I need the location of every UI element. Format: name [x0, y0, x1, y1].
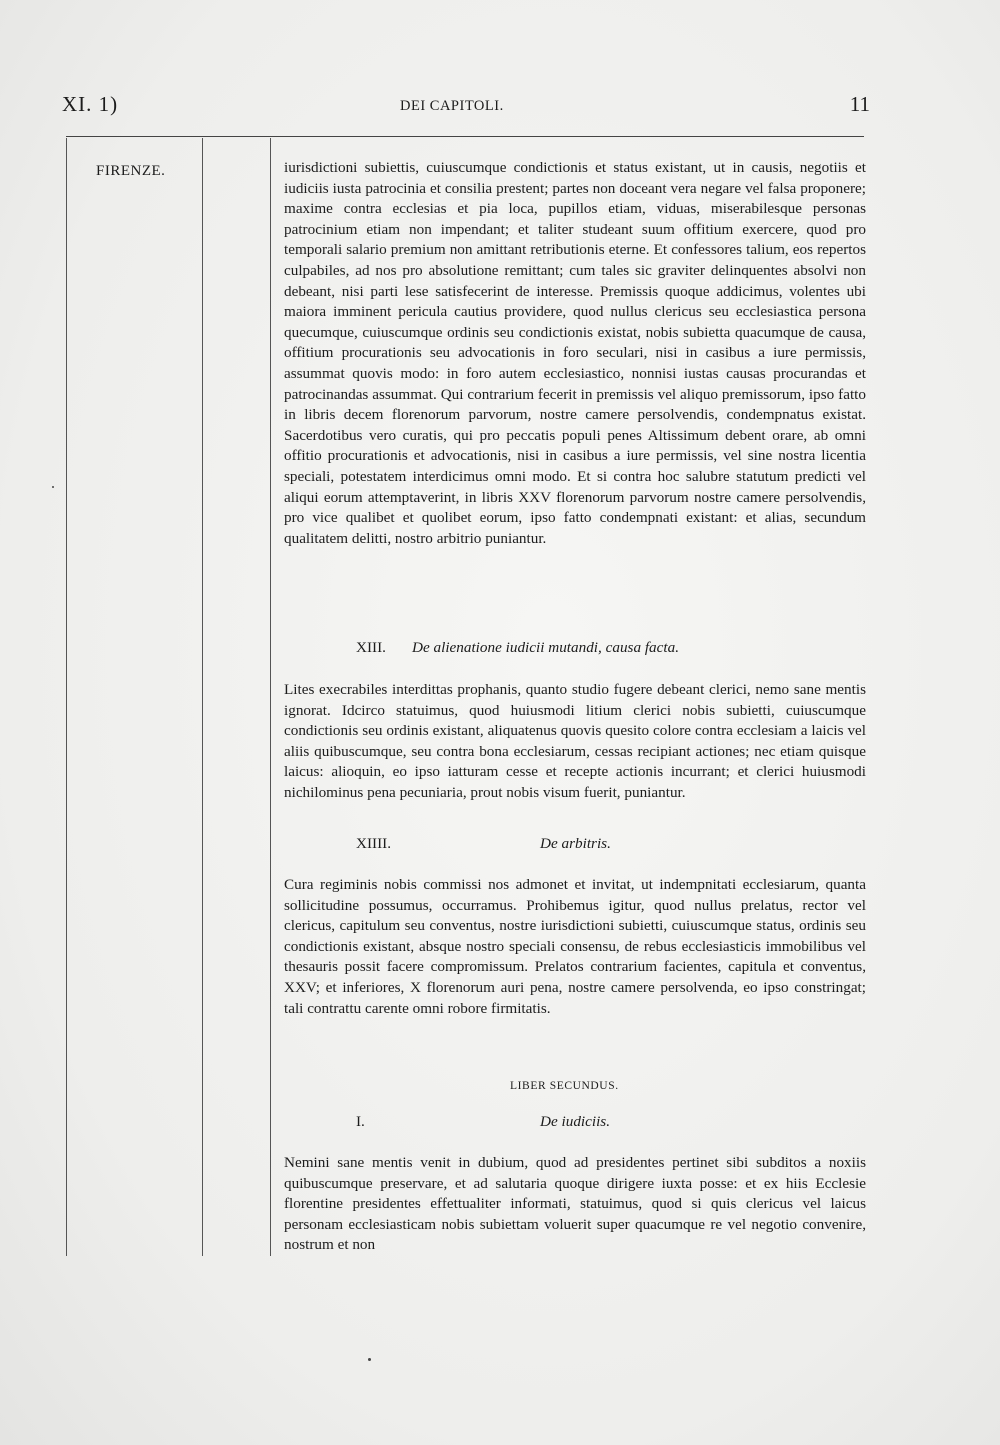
- margin-column-middle-rule: [202, 138, 203, 1256]
- book-heading: LIBER SECUNDUS.: [510, 1080, 619, 1092]
- paragraph-book2-chapter-1: Nemini sane mentis venit in dubium, quod ad presidentes pertinet sibi subditos a noxiis quibuscumque preservare, et ad salutaria quoque dirigere iuxta posse: et ex hiis Ecclesie florentine presidentes effettualiter informati, statuimus, quod si quis clericus vel laicus personam ecclesiasticam nobis subiettam voluerit super quacumque re vel negotio convenire, nostrum et non: [284, 1154, 866, 1254]
- paragraph-chapter-13: Lites execrabiles interdittas prophanis, quanto studio fugere debeant clerici, nemo sane mentis ignorat. Idcirco statuimus, quod huiusmodi litium clerici nobis subietti, cuiuscumque condictionis seu ordinis existant, aliquatenus quovis quesito colore contra ecclesiam a laicis vel aliis quibuscumque, seu contra bona ecclesiarum, cessas recipiant actiones; nec etiam quisque laicus: alioquin, eo ipso iatturam cesse et recepte actionis incurrant; et clerici huiusmodi nichilominus pena pecuniaria, prout nobis visum fuerit, puniantur.: [284, 681, 866, 801]
- chapter-title-13: De alienatione iudicii mutandi, causa facta.: [412, 639, 680, 656]
- header-rule: [66, 136, 864, 137]
- chapter-title-1: De iudiciis.: [540, 1113, 611, 1130]
- paragraph-chapter-14: Cura regiminis nobis commissi nos admonet et invitat, ut indempnitati ecclesiarum, quanta sollicitudine possumus, occurramus. Prohibemus igitur, quod nullus prelatus, rector vel clericus, capitulum seu conventus, nostre iurisdictioni subietti, cuiuscumque status, ordinis seu condictionis existant, absque nostro speciali consensu, de rebus ecclesiasticis immobilibus vel thesauris possit facere compromissum. Prelatos contrarium facientes, capitula et conventus, XXV; et inferiores, X florenorum auri pena, nostre camere persolvenda, eo ipso constringat; tali contrattu carente omni robore firmitatis.: [284, 876, 866, 1017]
- paper-speck: [368, 1358, 371, 1361]
- page-number: 11: [849, 92, 870, 116]
- chapter-title-14: De arbitris.: [540, 835, 611, 852]
- chapter-number-1: I.: [356, 1113, 365, 1130]
- margin-column-left-rule: [66, 138, 67, 1256]
- chapter-number-14: XIIII.: [356, 835, 391, 852]
- running-head-title: DEI CAPITOLI.: [400, 98, 504, 114]
- running-head-section: XI. 1): [62, 92, 119, 116]
- margin-label: FIRENZE.: [96, 163, 166, 179]
- paper-speck: [52, 486, 54, 488]
- chapter-number-13: XIII.: [356, 639, 386, 656]
- paragraph-continued: iurisdictioni subiettis, cuiuscumque condictionis et status existant, ut in causis, negotiis et iudiciis iusta patrocinia et consilia prestent; partes non doceant vera negare vel falsa proponere; maxime contra ecclesias et pia loca, pupillos etiam, viduas, miserabilesque personas patrocinium etiam non impendant; et taliter studeant suum offitium exercere, quod pro temporali salario premium non amittant retributionis eterne. Et confessores talium, eos repertos culpabiles, ad nos pro absolutione remittant; cum tales sic graviter delinquentes absolvi non debeant, nisi parti lese satisfecerint de interesse. Premissis quoque addicimus, volentes ubi maiora imminent pericula cautius providere, quod nullus clericus seu ecclesiastica persona quecumque, cuiuscumque ordinis seu condictionis existat, nobis subietta quacumque de causa, offitium procurationis seu advocationis in foro seculari, nisi in casibus a iure permissis, assummat quovis modo: in foro autem ecclesiastico, nonnisi iustas causas procurandas et patrocinandas assummat. Qui contrarium fecerit in premissis vel aliquo premissorum, ipso fatto in libris decem florenorum parvorum, nostre camere persolvendis, condempnatus existat. Sacerdotibus vero curatis, qui pro peccatis populi penes Altissimum debent orare, ab omni offitio procurationis et advocationis, nisi in casibus a iure permissis, vel sine nostra licentia speciali, potestatem interdicimus omni modo. Et si contra hoc salubre statutum predicti vel aliqui eorum attemptaverint, in libris XXV florenorum parvorum nostre camere persolvendis, pro vice qualibet et quolibet eorum, ipso fatto condempnati existant: et alias, secundum qualitatem delitti, nostro arbitrio puniantur.: [284, 159, 866, 547]
- margin-column-right-rule: [270, 138, 271, 1256]
